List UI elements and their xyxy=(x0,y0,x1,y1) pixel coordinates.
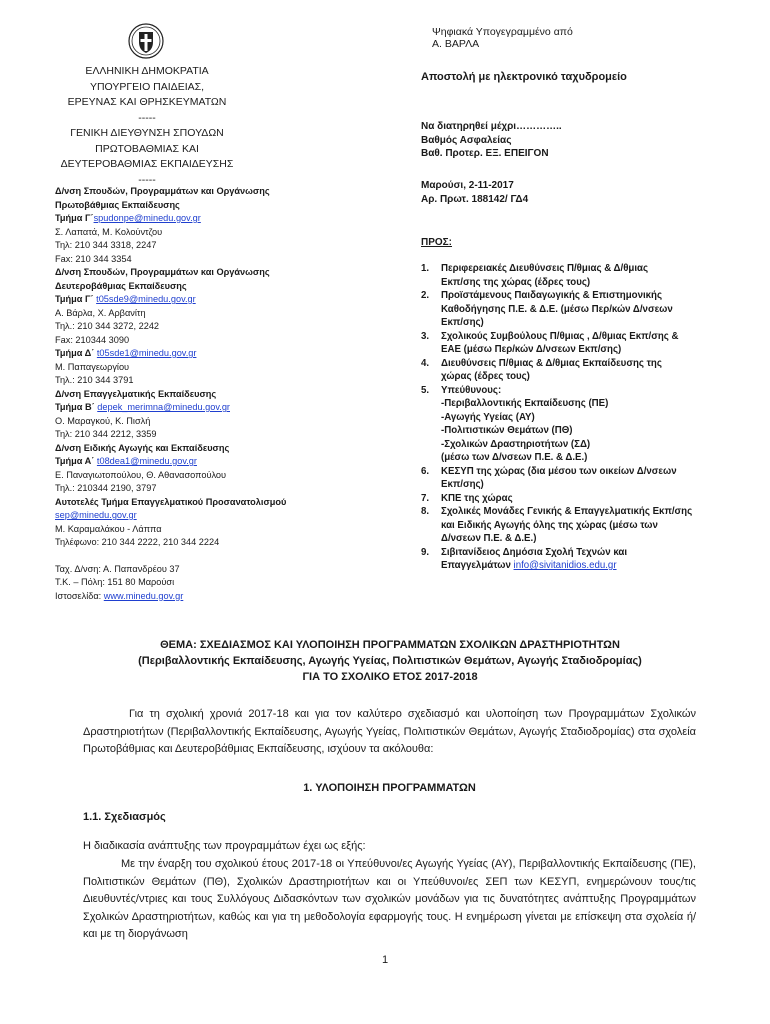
list-item-text: Περιφερειακές Διευθύνσεις Π/θμιας & Δ/θμιας xyxy=(441,263,649,274)
priority-level: Βαθ. Προτερ. ΕΞ. ΕΠΕΙΓΟΝ xyxy=(421,148,549,159)
department-name: Τμήμα Δ΄ xyxy=(55,348,95,358)
sublist-item: -Σχολικών Δραστηριοτήτων (ΣΔ) xyxy=(441,438,591,450)
list-item xyxy=(421,357,741,384)
directorate-name: Δ/νση Επαγγελματικής Εκπαίδευσης xyxy=(55,388,217,399)
contact-names: Σ. Λαπατά, Μ. Κολούντζου xyxy=(55,226,163,237)
contact-phone: Τηλ.: 210 344 3272, 2242 xyxy=(55,321,160,331)
signature-line: Ψηφιακά Υπογεγραμμένο από xyxy=(432,26,573,38)
list-item xyxy=(421,330,741,357)
body-paragraph: Με την έναρξη του σχολικού έτους 2017-18 οι Υπεύθυνοι/ες Αγωγής Υγείας (ΑΥ), Περιβαλλοντικής Εκπαίδευσης (ΠΕ), Πολιτιστικών Θεμάτων (ΠΘ), Σχολικών Δραστηριοτήτων και οι Υπεύθυνοι/ες ΣΕΠ των ΚΕΣΥΠ, ενημερώνουν τους/τις Διευθυντές/ντριες και τους Συλλόγους Διδασκόντων των σχολικών μονάδων για τις δυνατότητες ανάπτυξης Προγραμμάτων Σχολικών Δραστηριοτήτων, καθώς και για τη μεθοδολογία εφαρμογής τους. Η ενημέρωση γίνεται με επίσκεψη στα σχολεία ή/και με τη διοργάνωση xyxy=(83,858,696,940)
postal-code-city: Τ.Κ. – Πόλη: 151 80 Μαρούσι xyxy=(55,577,175,587)
contact-names: Ο. Μαραγκού, Κ. Πισλή xyxy=(55,415,151,426)
website-link[interactable]: www.minedu.gov.gr xyxy=(103,590,184,601)
list-item xyxy=(421,465,741,492)
recipients-list xyxy=(421,262,741,573)
list-item-text: Καθοδήγησης Π.Ε. & Δ.Ε. (μέσω Περ/κών Δ/νσεων xyxy=(441,303,673,315)
contact-names: Α. Βάρλα, Χ. Αρβανίτη xyxy=(55,307,146,318)
contact-names: Μ. Παπαγεωργίου xyxy=(55,361,130,372)
ministry-line: ΠΡΩΤΟΒΑΘΜΙΑΣ ΚΑΙ xyxy=(95,142,199,155)
intro-paragraph: Για τη σχολική χρονιά 2017-18 και για τον καλύτερο σχεδιασμό και υλοποίηση των Προγραμμάτων Σχολικών Δραστηριοτήτων (Περιβαλλοντικής Εκπαίδευσης, Αγωγής Υγείας, Πολιτιστικών Θεμάτων, Αγωγής Σταδιοδρομίας) στα σχολεία Πρωτοβάθμιας και Δευτεροβάθμιας Εκπαίδευσης, ισχύουν τα ακόλουθα: xyxy=(83,708,696,755)
list-item xyxy=(421,289,741,330)
subject-heading xyxy=(40,637,740,685)
website-label: Ιστοσελίδα: xyxy=(55,590,102,601)
contact-fax: Fax: 210 344 3354 xyxy=(55,253,132,264)
contact-phone: Τηλ.: 210 344 3791 xyxy=(55,375,134,385)
sublist-item: (μέσω των Δ/νσεων Π.Ε. & Δ.Ε.) xyxy=(441,452,588,463)
list-item xyxy=(421,505,741,546)
list-number: 3. xyxy=(421,330,430,342)
contact-fax: Fax: 210344 3090 xyxy=(55,334,130,345)
list-number: 2. xyxy=(421,290,430,301)
department-name: Τμήμα Β΄ xyxy=(55,402,95,412)
list-item-text: Εκπ/σης) xyxy=(441,317,484,328)
ministry-line: ΕΛΛΗΝΙΚΗ ΔΗΜΟΚΡΑΤΙΑ xyxy=(85,65,209,77)
list-number: 8. xyxy=(421,506,430,517)
postal-address: Ταχ. Δ/νση: Α. Παπανδρέου 37 xyxy=(55,563,180,574)
department-line xyxy=(55,347,355,361)
list-item-text: Σχολικούς Συμβούλους Π/θμιας , Δ/θμιας Εκπ/σης & xyxy=(441,330,679,342)
directorate-name: Δ/νση Σπουδών, Προγραμμάτων και Οργάνωσης xyxy=(55,267,270,277)
directorate-name: Πρωτοβάθμιας Εκπαίδευσης xyxy=(55,199,180,210)
ministry-line: ΥΠΟΥΡΓΕΙΟ ΠΑΙΔΕΙΑΣ, xyxy=(89,80,205,93)
subsection-heading: 1.1. Σχεδιασμός xyxy=(83,811,166,823)
place-date: Μαρούσι, 2-11-2017 xyxy=(421,180,514,191)
website-line xyxy=(55,590,355,604)
directorate-name: Δευτεροβάθμιας Εκπαίδευσης xyxy=(55,280,187,291)
contact-phone: Τηλ.: 210344 2190, 3797 xyxy=(55,483,157,493)
responsibles-sublist xyxy=(441,397,741,465)
list-number: 9. xyxy=(421,546,430,558)
list-item-text: Σχολικές Μονάδες Γενικής & Επαγγελματικής Εκπ/σης xyxy=(441,506,693,517)
department-email-link[interactable]: spudonpe@minedu.gov.gr xyxy=(93,213,201,223)
list-number: 4. xyxy=(421,357,430,369)
department-email-link[interactable]: t08dea1@minedu.gov.gr xyxy=(96,456,197,466)
list-item-text: Επαγγελμάτων xyxy=(441,560,511,571)
subject-line: (Περιβαλλοντικής Εκπαίδευσης, Αγωγής Υγείας, Πολιτιστικών Θεμάτων, Αγωγής Σταδιοδρομίας) xyxy=(138,655,642,667)
ministry-line: ΔΕΥΤΕΡΟΒΑΘΜΙΑΣ ΕΚΠΑΙΔΕΥΣΗΣ xyxy=(60,158,234,170)
directorate-name: Δ/νση Ειδικής Αγωγής και Εκπαίδευσης xyxy=(55,442,230,453)
date-protocol-block xyxy=(421,179,528,206)
department-email-link[interactable]: t05sde9@minedu.gov.gr xyxy=(96,294,196,304)
delivery-method: Αποστολή με ηλεκτρονικό ταχυδρομείο xyxy=(421,71,627,83)
list-item-text: Διευθύνσεις Π/θμιας & Δ/θμιας Εκπαίδευσης της xyxy=(441,357,662,369)
ministry-line: ΕΡΕΥΝΑΣ ΚΑΙ ΘΡΗΣΚΕΥΜΑΤΩΝ xyxy=(67,96,227,108)
list-item xyxy=(421,384,741,465)
page-number: 1 xyxy=(381,954,389,966)
security-level: Βαθμός Ασφαλείας xyxy=(421,134,512,146)
contacts-block xyxy=(55,185,355,603)
list-item-text: Εκπ/σης) xyxy=(441,479,484,490)
department-name: Τμήμα Α΄ xyxy=(55,456,95,466)
list-item-text: χώρας (έδρες τους) xyxy=(441,371,530,382)
sublist-item: -Πολιτιστικών Θεμάτων (ΠΘ) xyxy=(441,425,573,436)
list-item xyxy=(421,262,741,289)
department-line xyxy=(55,401,355,415)
subject-line: ΘΕΜΑ: ΣΧΕΔΙΑΣΜΟΣ ΚΑΙ ΥΛΟΠΟΙΗΣΗ ΠΡΟΓΡΑΜΜΑΤΩΝ ΣΧΟΛΙΚΩΝ ΔΡΑΣΤΗΡΙΟΤΗΤΩΝ xyxy=(160,639,620,651)
directorate-name: Δ/νση Σπουδών, Προγραμμάτων και Οργάνωσης xyxy=(55,186,270,196)
list-item-text: ΕΑΕ (μέσω Περ/κών Δ/νσεων Εκπ/σης) xyxy=(441,344,622,355)
department-email-link[interactable]: t05sde1@minedu.gov.gr xyxy=(96,348,197,358)
contact-phone: Τηλ: 210 344 3318, 2247 xyxy=(55,240,157,250)
subject-line: ΓΙΑ ΤΟ ΣΧΟΛΙΚΟ ΕΤΟΣ 2017-2018 xyxy=(302,671,478,683)
department-name: Τμήμα Γ΄ xyxy=(55,294,94,304)
contact-phone: Τηλέφωνο: 210 344 2222, 210 344 2224 xyxy=(55,537,220,547)
ministry-line: ΓΕΝΙΚΗ ΔΙΕΥΘΥΝΣΗ ΣΠΟΥΔΩΝ xyxy=(70,127,224,139)
department-email-link[interactable]: depek_merimna@minedu.gov.gr xyxy=(97,402,230,412)
section-heading: 1. ΥΛΟΠΟΙΗΣΗ ΠΡΟΓΡΑΜΜΑΤΩΝ xyxy=(303,782,476,794)
ministry-header xyxy=(52,64,242,188)
list-item-text: Δ/νσεων Π.Ε. & Δ.Ε.) xyxy=(441,533,537,544)
classification-block xyxy=(421,120,562,161)
list-number: 7. xyxy=(421,492,430,504)
sublist-item: -Αγωγής Υγείας (ΑΥ) xyxy=(441,411,535,423)
digital-signature xyxy=(432,26,573,50)
list-item xyxy=(421,546,741,573)
ministry-separator: ----- xyxy=(138,111,156,124)
directorate-name: Αυτοτελές Τμήμα Επαγγελματικού Προσανατολισμού xyxy=(55,496,287,507)
department-line xyxy=(55,212,355,226)
ministry-separator: ----- xyxy=(138,173,156,186)
department-name: Τμήμα Γ΄ xyxy=(55,213,94,223)
department-line xyxy=(55,293,355,307)
recipients-heading: ΠΡΟΣ: xyxy=(421,237,453,248)
body-paragraph: Η διαδικασία ανάπτυξης των προγραμμάτων έχει ως εξής: xyxy=(83,840,366,852)
list-item-text: ΚΠΕ της χώρας xyxy=(441,492,513,504)
list-item-text: και Ειδικής Αγωγής όλης της χώρας (μέσω των xyxy=(441,519,658,531)
list-item-text: Υπεύθυνους: xyxy=(441,384,502,396)
list-item-text: Εκπ/σης της χώρας (έδρες τους) xyxy=(441,276,591,288)
list-item-text: ΚΕΣΥΠ της χώρας (δια μέσου των οικείων Δ/νσεων xyxy=(441,465,677,477)
list-number: 5. xyxy=(421,384,430,396)
list-item xyxy=(421,492,741,506)
keep-until: Να διατηρηθεί μέχρι………….. xyxy=(421,121,562,132)
list-number: 6. xyxy=(421,465,430,477)
department-email-link[interactable]: sep@minedu.gov.gr xyxy=(55,510,137,520)
school-email-link[interactable]: info@sivitanidios.edu.gr xyxy=(513,560,617,571)
contact-names: Ε. Παναγιωτοπούλου, Θ. Αθανασοπούλου xyxy=(55,469,227,480)
contact-phone: Τηλ: 210 344 2212, 3359 xyxy=(55,429,157,439)
signature-name: Α. ΒΑΡΛΑ xyxy=(432,38,480,50)
department-line xyxy=(55,455,355,469)
contact-names: Μ. Καραμαλάκου - Λάππα xyxy=(55,523,162,534)
list-number: 1. xyxy=(421,263,430,274)
protocol-number: Αρ. Πρωτ. 188142/ ΓΔ4 xyxy=(421,193,529,205)
sublist-item: -Περιβαλλοντικής Εκπαίδευσης (ΠΕ) xyxy=(441,398,609,409)
list-item-text: Προϊστάμενους Παιδαγωγικής & Επιστημονικής xyxy=(441,290,663,301)
greek-emblem-icon xyxy=(127,22,165,60)
list-item-text: Σιβιτανίδειος Δημόσια Σχολή Τεχνών και xyxy=(441,546,628,558)
